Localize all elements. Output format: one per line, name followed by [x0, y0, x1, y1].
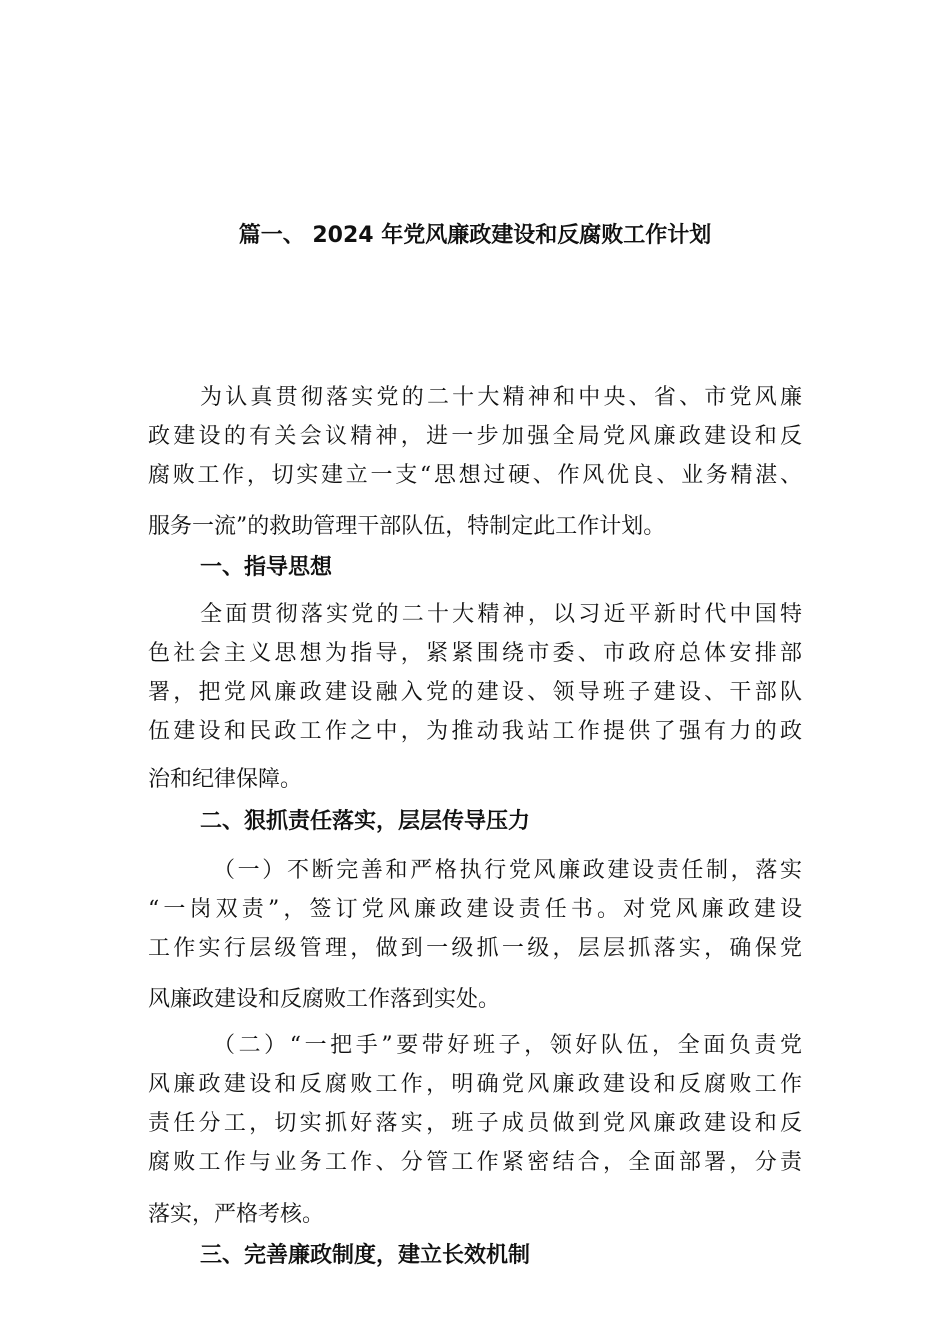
section2-item1-line-4: 风廉政建设和反腐败工作落到实处。 [148, 987, 501, 1012]
section1-line-1: 全面贯彻落实党的二十大精神，以习近平新时代中国特 [200, 602, 802, 627]
section-heading-institutions: 三、完善廉政制度，建立长效机制 [200, 1243, 531, 1268]
intro-line-3: 腐败工作，切实建立一支“思想过硬、作风优良、业务精湛、 [148, 463, 802, 488]
section2-item2-line-1: （二）“一把手”要带好班子，领好队伍，全面负责党 [213, 1033, 802, 1058]
section1-line-4: 伍建设和民政工作之中，为推动我站工作提供了强有力的政 [148, 719, 802, 744]
section1-line-2: 色社会主义思想为指导，紧紧围绕市委、市政府总体安排部 [148, 641, 802, 666]
section2-item1-line-1: （一）不断完善和严格执行党风廉政建设责任制，落实 [213, 858, 802, 883]
intro-line-4: 服务一流”的救助管理干部队伍，特制定此工作计划。 [148, 514, 666, 539]
intro-line-2: 政建设的有关会议精神，进一步加强全局党风廉政建设和反 [148, 424, 802, 449]
section2-item2-line-3: 责任分工，切实抓好落实，班子成员做到党风廉政建设和反 [148, 1111, 802, 1136]
section2-item2-line-4: 腐败工作与业务工作、分管工作紧密结合，全面部署，分责 [148, 1150, 802, 1175]
section2-item1-line-2: “一岗双责”，签订党风廉政建设责任书。对党风廉政建设 [148, 897, 802, 922]
section1-line-3: 署，把党风廉政建设融入党的建设、领导班子建设、干部队 [148, 680, 802, 705]
section2-item1-line-3: 工作实行层级管理，做到一级抓一级，层层抓落实，确保党 [148, 936, 802, 961]
intro-line-1: 为认真贯彻落实党的二十大精神和中央、省、市党风廉 [200, 385, 802, 410]
section1-line-5: 治和纪律保障。 [148, 767, 303, 792]
document-title: 篇一、 2024 年党风廉政建设和反腐败工作计划 [238, 223, 712, 248]
section-heading-responsibility: 二、狠抓责任落实，层层传导压力 [200, 809, 531, 834]
section2-item2-line-5: 落实，严格考核。 [148, 1202, 325, 1227]
section-heading-guiding-ideology: 一、指导思想 [200, 555, 333, 580]
section2-item2-line-2: 风廉政建设和反腐败工作，明确党风廉政建设和反腐败工作 [148, 1072, 802, 1097]
